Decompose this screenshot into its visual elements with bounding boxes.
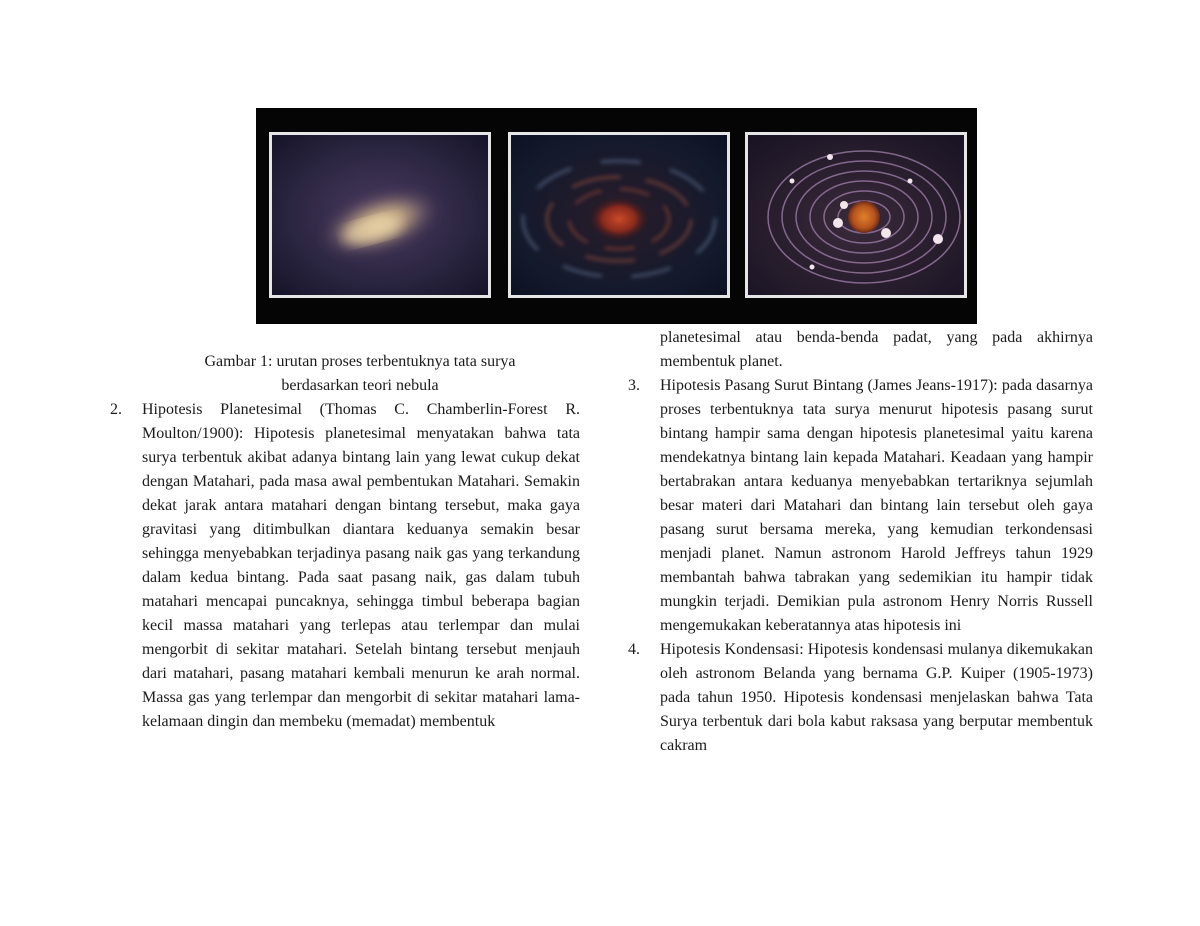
list-item-text: Hipotesis Pasang Surut Bintang (James Jeans-1917): pada dasarnya proses terbentuknya tata surya menurut hipotesis pasang surut bintang hampir sama dengan hipotesis planetesimal yaitu karena mendekatnya bintang lain kepada Matahari. Keadaan yang hampir bertabrakan antara keduanya menyebabkan tertariknya sejumlah besar materi dari Matahari dan bintang lain tersebut oleh gaya pasang surut bersama mereka, yang kemudian terkondensasi menjadi planet. Namun astronom Harold Jeffreys tahun 1929 membantah bahwa tabrakan yang sedemikian itu hampir tidak mungkin terjadi. Demikian pula astronom Henry Norris Russell mengemukakan keberatannya atas hipotesis ini [660,377,1093,634]
list-number: 2. [110,401,122,418]
list-number: 4. [628,641,640,658]
list-item-4 [628,638,1093,758]
spinning-disk-image [511,135,727,295]
list-item-2 [110,398,580,734]
figure-caption [150,350,570,398]
figure-image-strip [256,108,977,324]
caption-line-2: berdasarkan teori nebula [281,377,439,394]
list-number: 3. [628,377,640,394]
spinning-disk-panel [508,132,730,298]
continued-paragraph: planetesimal atau benda-benda padat, yang pada akhirnya membentuk planet. [660,329,1093,370]
right-column [628,326,1093,758]
list-item-3 [628,374,1093,638]
nebula-cloud-image [272,135,488,295]
caption-line-1: Gambar 1: urutan proses terbentuknya tata surya [204,353,516,370]
list-item-text: Hipotesis Kondensasi: Hipotesis kondensasi mulanya dikemukakan oleh astronom Belanda yang bernama G.P. Kuiper (1905-1973) pada tahun 1950. Hipotesis kondensasi menjelaskan bahwa Tata Surya terbentuk dari bola kabut raksasa yang berputar membentuk cakram [660,641,1093,754]
left-column [110,398,580,734]
gas-cloud-panel [269,132,491,298]
solar-system-panel [745,132,967,298]
list-item-text: Hipotesis Planetesimal (Thomas C. Chamberlin-Forest R. Moulton/1900): Hipotesis planetesimal menyatakan bahwa tata surya terbentuk akibat adanya bintang lain yang lewat cukup dekat dengan Matahari, pada masa awal pembentukan Matahari. Semakin dekat jarak antara matahari dengan bintang tersebut, maka gaya gravitasi yang ditimbulkan diantara keduanya semakin besar sehingga menyebabkan terjadinya pasang naik gas yang terkandung dalam kedua bintang. Pada saat pasang naik, gas dalam tubuh matahari mencapai puncaknya, sehingga timbul beberapa bagian kecil massa matahari yang terlepas atau terlempar dan mulai mengorbit di sekitar matahari. Setelah bintang tersebut menjauh dari matahari, pasang matahari kembali menurun ke arah normal. Massa gas yang terlempar dan mengorbit di sekitar matahari lama-kelamaan dingin dan membeku (memadat) membentuk [142,401,580,730]
solar-system-image [748,135,964,295]
